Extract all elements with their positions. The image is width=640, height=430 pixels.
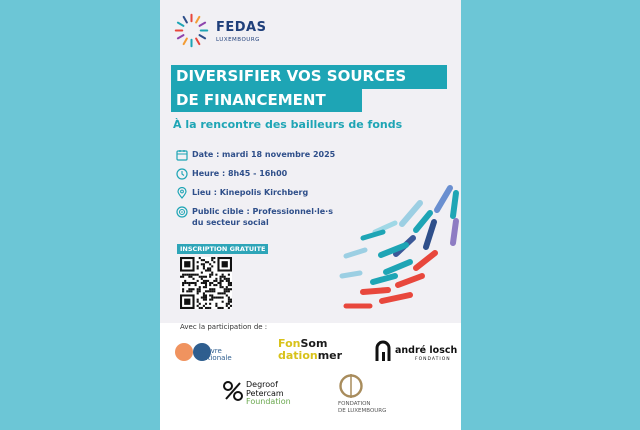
sponsor-andre-losch[interactable] <box>375 340 460 364</box>
participation-label: Avec la participation de : <box>180 323 268 331</box>
time-text: Heure : 8h45 - 16h00 <box>192 169 288 178</box>
subtitle: À la rencontre des bailleurs de fonds <box>173 118 403 131</box>
title-line-2: DE FINANCEMENT <box>171 89 362 112</box>
event-poster <box>160 0 461 430</box>
flux-line-2: DE LUXEMBOURG <box>338 407 387 414</box>
losch-name: andré losch <box>395 345 458 356</box>
losch-sub: FONDATION <box>415 357 451 362</box>
title-line-1: DIVERSIFIER VOS SOURCES <box>171 65 447 89</box>
logo-subtitle: LUXEMBOURG <box>216 37 260 43</box>
degroof-line-3: Foundation <box>246 397 291 406</box>
place-text: Lieu : Kinepolis Kirchberg <box>192 188 309 197</box>
degroof-line-2: Petercam <box>246 388 284 398</box>
sponsor-oeuvre-nationale[interactable] <box>174 340 254 364</box>
fon-part-1: Fon <box>278 337 301 350</box>
sponsor-fondation-sommer[interactable] <box>278 338 358 366</box>
audience-text-1: Public cible : Professionnel·le·s <box>192 207 333 216</box>
fondation-lux-logo-icon <box>338 372 364 400</box>
date-text: Date : mardi 18 novembre 2025 <box>192 150 336 159</box>
losch-logo-icon <box>375 340 391 362</box>
flux-line-1: FONDATION <box>338 401 371 407</box>
fon-part-4: mer <box>317 349 343 362</box>
registration-badge: INSCRIPTION GRATUITE <box>177 244 268 254</box>
logo-title: FEDAS <box>216 20 267 35</box>
audience-text-2: du secteur social <box>192 218 269 227</box>
percent-logo-icon <box>222 380 244 402</box>
sponsor-fondation-de-luxembourg[interactable] <box>338 372 418 418</box>
sponsor-degroof-petercam[interactable] <box>222 378 302 414</box>
oeuvre-line-2: nationale <box>199 354 232 362</box>
oeuvre-line-1: œuvre <box>199 347 222 355</box>
degroof-line-1: Degroof <box>246 380 278 389</box>
fon-part-2: Som <box>300 337 328 350</box>
fon-part-3: dation <box>278 349 318 362</box>
